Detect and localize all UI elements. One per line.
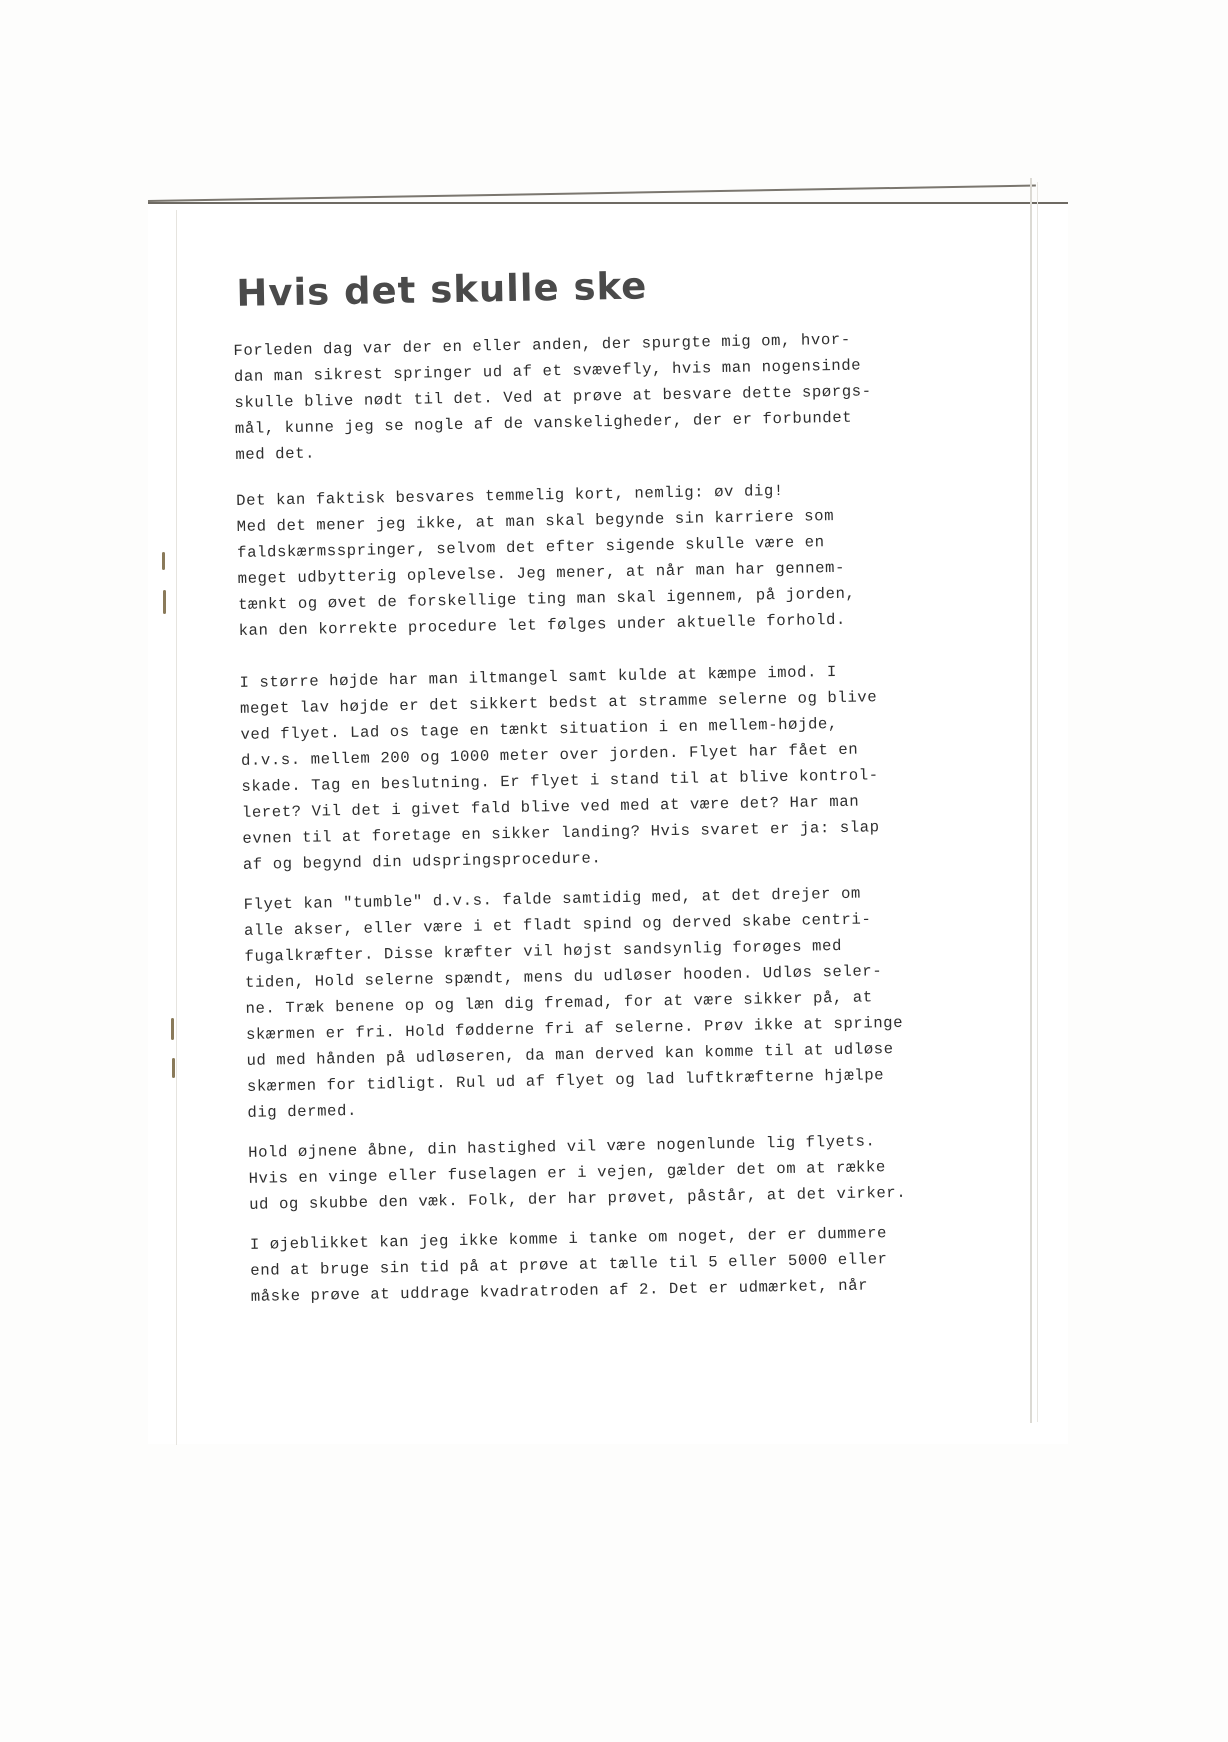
text-line: ud med hånden på udløseren, da man derved kan komme til at udløse: [246, 1040, 894, 1070]
text-line: måske prøve at uddrage kvadratroden af 2. Det er udmærket, når: [250, 1276, 869, 1306]
paragraph-5: [248, 1127, 969, 1218]
text-line: tiden, Hold selerne spændt, mens du udløser hooden. Udløs seler-: [244, 962, 883, 992]
text-line: ne. Træk benene op og læn dig fremad, for at være sikker på, at: [245, 988, 873, 1018]
staple-top-lower: [163, 590, 166, 614]
paragraph-2: [236, 475, 959, 644]
text-line: Det kan faktisk besvares temmelig kort, nemlig: øv dig!: [236, 481, 784, 510]
text-line: I øjeblikket kan jeg ikke komme i tanke om noget, der er dummere: [249, 1224, 888, 1254]
text-line: dig dermed.: [247, 1101, 358, 1122]
text-line: ud og skubbe den væk. Folk, der har prøvet, påstår, at det virker.: [248, 1183, 907, 1214]
text-line: skade. Tag en beslutning. Er flyet i stand til at blive kontrol-: [241, 766, 879, 796]
text-line: ved flyet. Lad os tage en tænkt situation i en mellem-højde,: [240, 714, 839, 744]
text-line: Hvis en vinge eller fuselagen er i vejen, gælder det om at række: [248, 1158, 887, 1188]
text-line: af og begynd din udspringsprocedure.: [242, 849, 602, 874]
text-line: Forleden dag var der en eller anden, der spurgte mig om, hvor-: [233, 330, 851, 360]
text-line: mål, kunne jeg se nogle af de vanskeligheder, der er forbundet: [234, 408, 853, 438]
text-line: med det.: [235, 444, 316, 464]
text-line: alle akser, eller være i et fladt spind og derved skabe centri-: [243, 910, 872, 940]
article-title: Hvis det skulle ske: [236, 264, 648, 315]
article: [232, 257, 971, 1330]
text-line: skærmen for tidligt. Rul ud af flyet og lad luftkræfterne hjælpe: [246, 1066, 885, 1096]
text-line: faldskærmsspringer, selvom det efter sigende skulle være en: [237, 533, 825, 562]
text-line: skærmen er fri. Hold fødderne fri af selerne. Prøv ikke at springe: [245, 1013, 904, 1044]
sheet-fold-line: [176, 210, 177, 1445]
staple-bottom: [171, 1018, 174, 1040]
text-line: meget udbytterig oplevelse. Jeg mener, at når man har gennem-: [237, 558, 846, 588]
paragraph-1: [233, 325, 955, 468]
text-line: Med det mener jeg ikke, at man skal begynde sin karriere som: [236, 507, 835, 536]
text-line: Flyet kan "tumble" d.v.s. falde samtidig med, at det drejer om: [243, 884, 862, 914]
text-line: I større højde har man iltmangel samt kulde at kæmpe imod. I: [239, 662, 838, 692]
text-line: meget lav højde er det sikkert bedst at stramme selerne og blive: [239, 688, 878, 718]
text-line: fugalkræfter. Disse kræfter vil højst sandsynlig forøges med: [244, 936, 843, 966]
text-line: tænkt og øvet de forskellige ting man skal igennem, på jorden,: [237, 584, 856, 614]
paragraph-4: [243, 879, 967, 1126]
text-line: Hold øjnene åbne, din hastighed vil være nogenlunde lig flyets.: [248, 1132, 876, 1162]
paragraph-6: [250, 1219, 971, 1310]
text-line: end at bruge sin tid på at prøve at tælle til 5 eller 5000 eller: [250, 1250, 888, 1280]
text-line: kan den korrekte procedure let følges under aktuelle forhold.: [238, 610, 847, 640]
staple-top: [162, 552, 165, 570]
paragraph-3: [239, 657, 963, 878]
sheet-right-edge-back: [1037, 182, 1038, 1422]
text-line: leret? Vil det i givet fald blive ved med at være det? Har man: [241, 792, 860, 822]
text-line: evnen til at foretage en sikker landing? Hvis svaret er ja: slap: [242, 818, 880, 848]
text-line: d.v.s. mellem 200 og 1000 meter over jorden. Flyet har fået en: [240, 740, 859, 770]
sheet-right-edge: [1030, 178, 1032, 1423]
staple-bottom-lower: [172, 1058, 175, 1078]
text-line: dan man sikrest springer ud af et svævefly, hvis man nogensinde: [233, 356, 862, 386]
text-line: skulle blive nødt til det. Ved at prøve at besvare dette spørgs-: [234, 382, 872, 412]
